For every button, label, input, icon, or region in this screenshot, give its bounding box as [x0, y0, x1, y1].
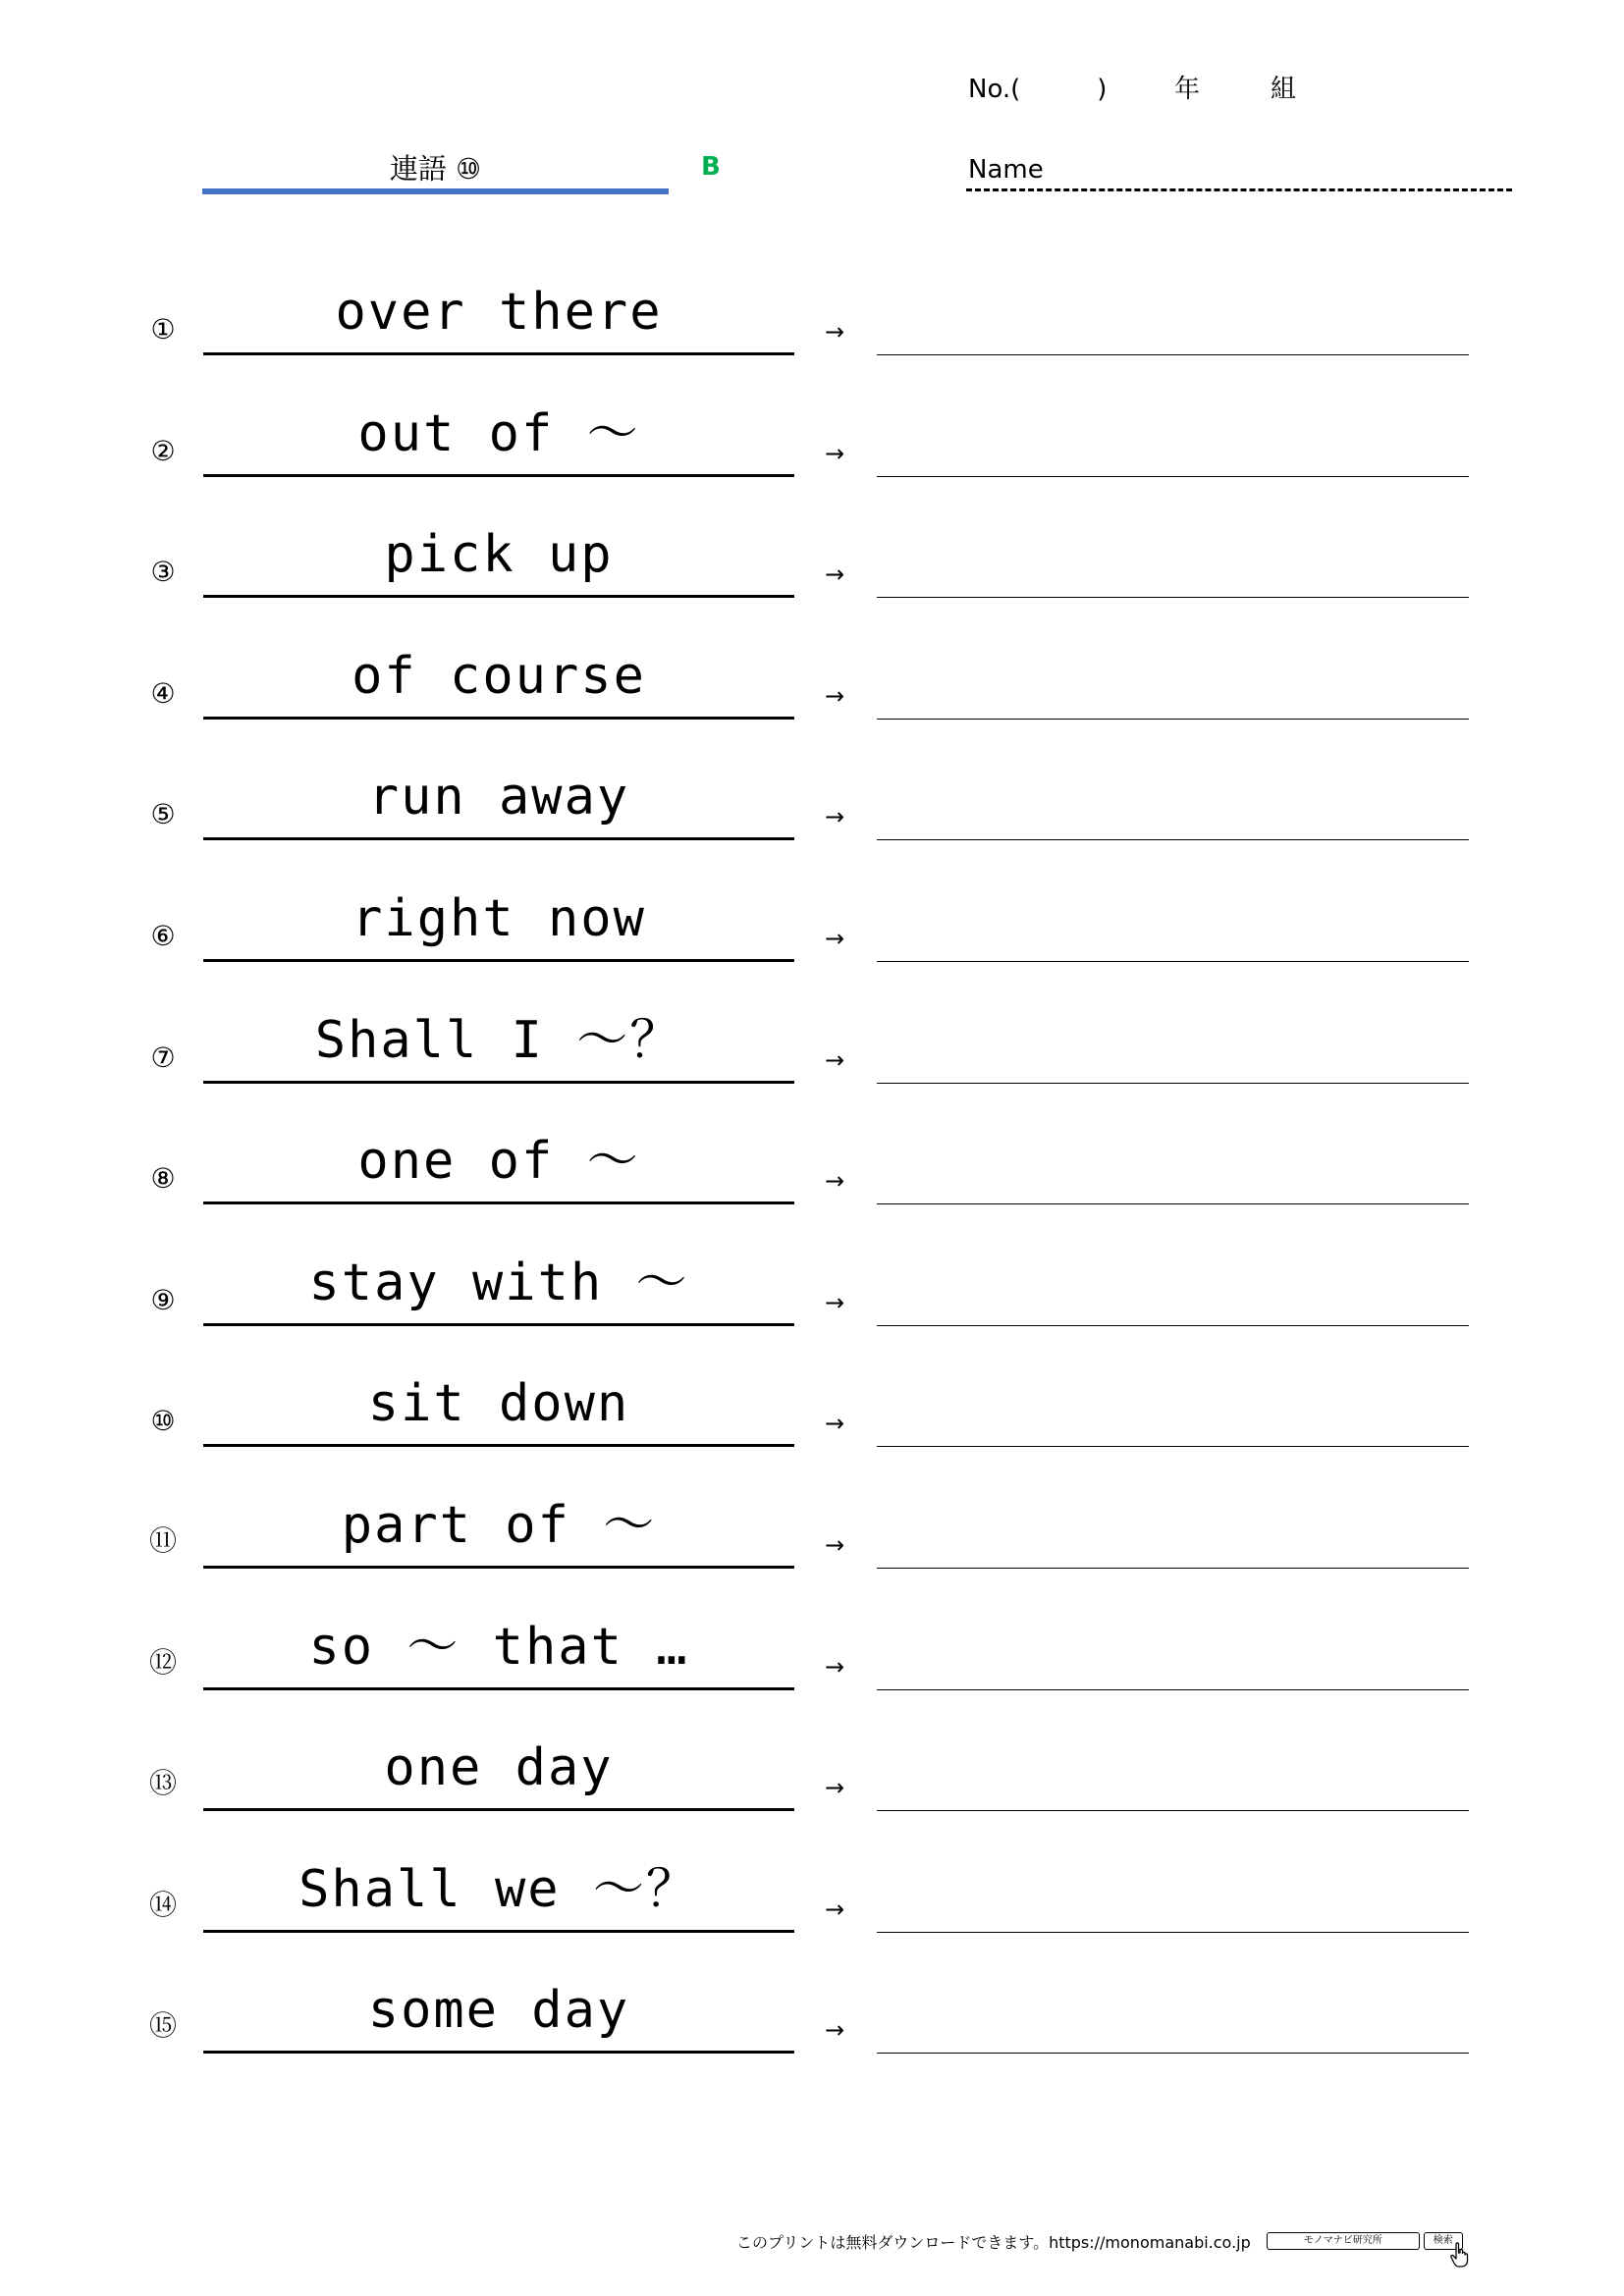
phrase-row [0, 355, 1624, 477]
row-number: ⑪ [148, 1524, 177, 1557]
row-number: ⑮ [148, 2009, 177, 2043]
phrase-row [0, 1204, 1624, 1326]
footer [736, 2226, 1463, 2256]
phrase-row [0, 840, 1624, 962]
phrase-row [0, 1569, 1624, 1690]
row-number: ⑥ [150, 920, 176, 952]
phrase-row [0, 1689, 1624, 1811]
phrase-row [0, 1811, 1624, 1933]
name-field[interactable] [966, 188, 1512, 191]
phrase-row [0, 1932, 1624, 2054]
arrow-icon: → [825, 1167, 845, 1196]
row-phrase: part of ～ [341, 1496, 657, 1555]
phrase-row [0, 1325, 1624, 1447]
row-number: ⑭ [148, 1888, 177, 1921]
row-phrase: one day [384, 1738, 614, 1798]
row-number: ② [150, 434, 176, 467]
arrow-icon: → [825, 681, 845, 710]
name-label: Name [968, 155, 1044, 185]
footer-text: このプリントは無料ダウンロードできます。https://monomanabi.co.jp [736, 2232, 1251, 2252]
row-phrase: run away [367, 768, 630, 828]
answer-field[interactable] [877, 2053, 1469, 2054]
phrase-row [0, 719, 1624, 840]
arrow-icon: → [825, 803, 845, 831]
row-number: ⑫ [148, 1645, 177, 1679]
row-number: ① [150, 313, 176, 346]
arrow-icon: → [825, 1288, 845, 1316]
row-number: ⑨ [150, 1283, 176, 1316]
row-number: ④ [150, 676, 176, 710]
phrase-row [0, 1447, 1624, 1569]
arrow-icon: → [825, 925, 845, 952]
row-phrase: right now [352, 889, 646, 948]
phrase-row [0, 234, 1624, 355]
search-button[interactable]: 検索 [1424, 2232, 1463, 2250]
row-phrase: some day [367, 1981, 630, 2041]
worksheet-title: 連語 ⑩ [389, 152, 482, 186]
arrow-icon: → [825, 1774, 845, 1802]
row-phrase: of course [352, 646, 646, 706]
row-number: ⑦ [150, 1041, 176, 1074]
arrow-icon: → [825, 1895, 845, 1923]
arrow-icon: → [825, 439, 845, 467]
row-number: ⑤ [150, 798, 176, 831]
phrase-row [0, 476, 1624, 598]
arrow-icon: → [825, 1045, 845, 1074]
phrase-underline [203, 2051, 794, 2054]
class-label: 組 [1271, 75, 1297, 104]
number-label: No.( ) [968, 75, 1108, 104]
row-phrase: stay with ～ [308, 1253, 689, 1312]
row-phrase: out of ～ [357, 403, 640, 463]
pointer-hand-icon [1449, 2242, 1471, 2268]
arrow-icon: → [825, 1531, 845, 1559]
arrow-icon: → [825, 318, 845, 346]
arrow-icon: → [825, 561, 845, 589]
arrow-icon: → [825, 2016, 845, 2045]
row-phrase: over there [335, 283, 663, 342]
phrase-row [0, 1083, 1624, 1204]
phrase-row [0, 598, 1624, 720]
version-label: B [701, 152, 721, 182]
title-underline [202, 188, 669, 194]
site-name: モノマナビ研究所 [1267, 2232, 1420, 2250]
year-label: 年 [1174, 75, 1201, 104]
arrow-icon: → [825, 1652, 845, 1681]
arrow-icon: → [825, 1410, 845, 1438]
row-phrase: sit down [367, 1374, 630, 1434]
row-number: ⑧ [150, 1162, 176, 1196]
row-phrase: pick up [384, 525, 614, 585]
phrase-row [0, 962, 1624, 1084]
row-number: ⑬ [148, 1767, 177, 1800]
row-phrase: Shall I ～？ [314, 1010, 683, 1070]
row-number: ③ [150, 556, 176, 589]
site-search-box [1267, 2232, 1463, 2250]
row-phrase: so ～ that … [308, 1617, 689, 1677]
row-phrase: Shall we ～？ [298, 1859, 699, 1919]
row-number: ⑩ [150, 1405, 176, 1438]
row-phrase: one of ～ [357, 1132, 640, 1192]
